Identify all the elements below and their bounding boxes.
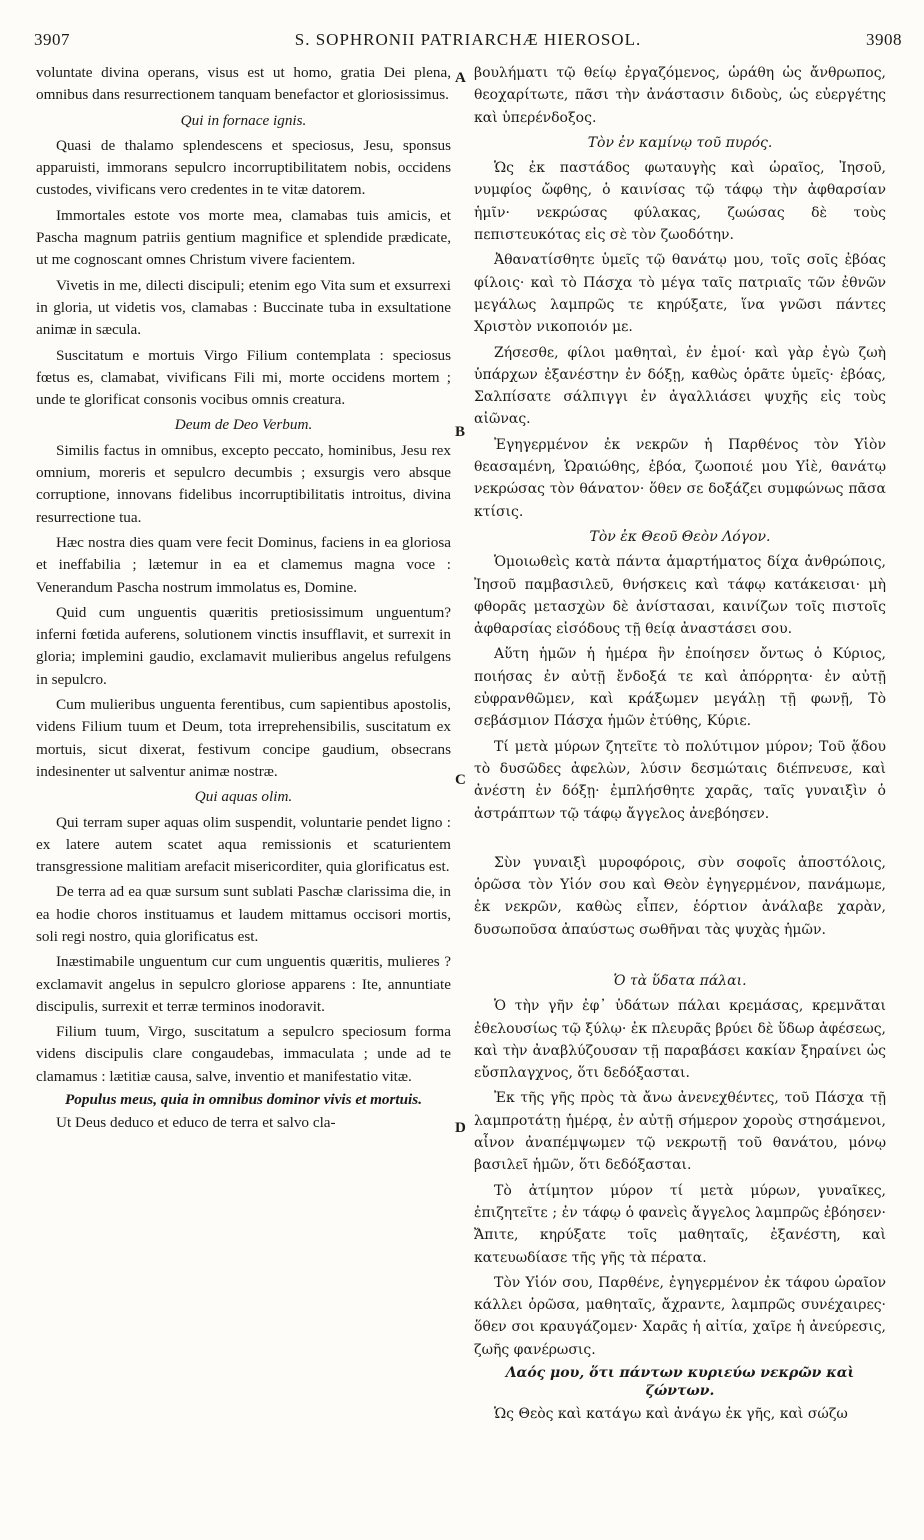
greek-paragraph: Ὁ τὴν γῆν ἐφ᾽ ὑδάτων πάλαι κρεμάσας, κρεμνᾶται ἐθελουσίως τῷ ξύλῳ· ἐκ πλευρᾶς βρύει δὲ ὕδωρ ἀφέσεως, καὶ τὴν ἀναβλύζουσαν τῇ παραβάσει κακίαν ξηραίνει ὡς εὔσπλαγχνος, ὅτι δεδόξασται.	[474, 998, 886, 1082]
margin-letter-a: A	[455, 70, 466, 86]
latin-section-heading: Deum de Deo Verbum.	[174, 416, 313, 434]
greek-paragraph: Τί μετὰ μύρων ζητεῖτε τὸ πολύτιμον μύρον; Τοῦ ᾅδου τὸ δυσῶδες ἀφελὼν, λύσιν δεσμώταις διέπνευσε, καὶ ἀνέστη ἐν δόξῃ· ἐμπλήσθητε χαρᾶς, ταῖς γυναιξὶν ὁ ἀστράπτων τῷ τάφῳ ἄγγελος ἀνεβόησεν.	[474, 738, 886, 822]
greek-section-heading: Ὁ τὰ ὕδατα πάλαι.	[613, 972, 747, 989]
latin-paragraph: De terra ad ea quæ sursum sunt sublati Paschæ clarissima die, in ea hodie choros instituamus et laudem mittamus occisori mortis, soli regi nostro, quia glorificatus est.	[36, 883, 451, 945]
latin-section-heading: Qui aquas olim.	[194, 788, 293, 806]
greek-section-heading: Λαός μου, ὅτι πάντων κυριεύω νεκρῶν καὶ ζώντων.	[505, 1365, 855, 1400]
latin-paragraph: Similis factus in omnibus, excepto peccato, hominibus, Jesu rex omnium, moreris et sepulcro decumbis ; exsurgis vero absque corruptione, innovans fidelibus incorruptibilitatis introitus, divina resurrectione tua.	[36, 441, 451, 526]
running-title: S. SOPHRONII PATRIARCHÆ HIEROSOL.	[294, 30, 642, 49]
page-number-right: 3908	[866, 30, 902, 49]
latin-paragraph: Filium tuum, Virgo, suscitatum a sepulcro speciosum forma videns discipulis clare congaudebas, immaculata ; unde ad te clamamus : lætitiæ causa, salve, inventio et manifestatio vitæ.	[36, 1023, 451, 1085]
latin-section-heading: Qui in fornace ignis.	[180, 111, 307, 129]
page-number-left: 3907	[34, 30, 70, 49]
greek-paragraph: Ὡς Θεὸς καὶ κατάγω καὶ ἀνάγω ἐκ γῆς, καὶ σώζω	[494, 1406, 848, 1423]
latin-paragraph: Quasi de thalamo splendescens et speciosus, Jesu, sponsus apparuisti, immorans sepulcro incorruptibilitatem nobis, occidens custodes, vivificans vero credentes in te vitæ datorem.	[36, 136, 451, 199]
latin-paragraph: Immortales estote vos morte mea, clamabas tuis amicis, et Pascha magnum patriis gentium magnifice et splendide prædicate, ut me cognoscant omnes Christum vivere facientem.	[36, 206, 451, 269]
latin-paragraph: Ut Deus deduco et educo de terra et salvo cla-	[56, 1114, 336, 1132]
greek-paragraph: Αὕτη ἡμῶν ἡ ἡμέρα ἣν ἐποίησεν ὄντως ὁ Κύριος, ποιήσας ἐν αὐτῇ ἔνδοξά τε καὶ ἀπόρρητα· ἐν αὐτῇ εὐφρανθῶμεν, καὶ κράξωμεν μεγάλῃ τῇ φωνῇ, Τὸ σεβάσμιον Πάσχα ἡμῶν ἐτύθης, Κύριε.	[474, 646, 886, 730]
greek-paragraph: Ἐκ τῆς γῆς πρὸς τὰ ἄνω ἀνενεχθέντες, τοῦ Πάσχα τῇ λαμπροτάτῃ ἡμέρᾳ, ἐν αὐτῇ σήμερον χοροὺς στησάμενοι, αἶνον ἀναπέμψωμεν τῷ νεκρωτῇ τοῦ θανάτου, μόνῳ βασιλεῖ ἡμῶν, ὅτι δεδόξασται.	[474, 1090, 886, 1174]
greek-section-heading: Τὸν ἐκ Θεοῦ Θεὸν Λόγον.	[589, 528, 771, 545]
greek-section-heading: Τὸν ἐν καμίνῳ τοῦ πυρός.	[587, 134, 773, 151]
latin-paragraph: Qui terram super aquas olim suspendit, voluntarie pendet ligno : ex latere autem scatet aqua remissionis et scaturientem transgressione malitiam arefacit misericorditer, quia glorificatus est.	[36, 813, 451, 876]
greek-paragraph: βουλήματι τῷ θείῳ ἐργαζόμενος, ὡράθη ὡς ἄνθρωπος, θεοχαρίτωτε, πᾶσι τὴν ἀνάστασιν διδοὺς, ὡς εὐεργέτης καὶ ὑπερένδοξος.	[474, 65, 886, 126]
latin-paragraph: voluntate divina operans, visus est ut homo, gratia Dei plena, omnibus dans resurrectionem tanquam benefactor et gloriosissimus.	[36, 64, 451, 104]
latin-section-heading: Populus meus, quia in omnibus dominor vivis et mortuis.	[65, 1091, 422, 1109]
latin-paragraph: Inæstimabile unguentum cur cum unguentis quæritis, mulieres ? exclamavit angelus in sepulcro gloriose apparens : Ite, annuntiate discipulis, surrexit et terræ terminos inodoravit.	[36, 953, 451, 1015]
latin-paragraph: Hæc nostra dies quam vere fecit Dominus, faciens in ea gloriosa et ineffabilia ; lætemur in ea et clamemus magna voce : Venerandum Pascha nostrum immolatus es, Domine.	[36, 533, 451, 596]
greek-paragraph: Τὸ ἀτίμητον μύρον τί μετὰ μύρων, γυναῖκες, ἐπιζητεῖτε ; ἐν τάφῳ ὁ φανεὶς ἄγγελος λαμπρῶς ἐβόησεν· Ἄπιτε, κηρύξατε τοῖς μαθηταῖς, ἐξανέστη, καὶ κατευωδίασε τῆς γῆς τὰ πέρατα.	[474, 1182, 886, 1266]
margin-letter-d: D	[455, 1120, 466, 1136]
margin-letter-b: B	[455, 424, 466, 440]
greek-paragraph: Ζήσεσθε, φίλοι μαθηταὶ, ἐν ἐμοί· καὶ γὰρ ἐγὼ ζωὴ ὑπάρχων ἐξανέστην ἐν δόξῃ, καθὼς ὁρᾶτε ὑμεῖς· ἐβόας, Σαλπίσατε σάλπιγγι ἐν ἀγαλλιάσει ψυχῆς εἰς τοὺς αἰῶνας.	[474, 344, 886, 428]
running-header	[34, 30, 902, 60]
latin-paragraph: Cum mulieribus unguenta ferentibus, cum sapientibus apostolis, videns Filium tuum et Deum, tota irreprehensibilis, suscitatum ex mortuis, sicut dixerat, festivum concipe gaudium, obsecrans indesinenter ut salventur animæ nostræ.	[36, 696, 451, 780]
margin-letter-c: C	[455, 772, 466, 788]
greek-paragraph: Σὺν γυναιξὶ μυροφόροις, σὺν σοφοῖς ἀποστόλοις, ὁρῶσα τὸν Υἱόν σου καὶ Θεὸν ἐγηγερμένον, πανάμωμε, ἐκ νεκρῶν, καθὼς εἶπεν, ἑόρτιον ἀνάλαβε χαρὰν, δυσωποῦσα ἀπαύστως σωθῆναι τὰς ψυχὰς ἡμῶν.	[474, 854, 886, 938]
latin-paragraph: Quid cum unguentis quæritis pretiosissimum unguentum? inferni fœtida auferens, solutionem vinctis insufflavit, et surrexit in gloria; implemini gaudio, exclamavit mulieribus angelus refulgens in sepulcro.	[36, 603, 451, 688]
spacer	[474, 828, 886, 852]
latin-column	[36, 62, 451, 1522]
greek-paragraph: Ὡς ἐκ παστάδος φωταυγὴς καὶ ὡραῖος, Ἰησοῦ, νυμφίος ὤφθης, ὁ καινίσας τῷ τάφῳ τὴν ἀφθαρσίαν ἡμῖν· νεκρώσας φύλακας, ζωώσας δὲ τοὺς πεπιστευκότας εἰς σὲ τὸν ζωοδότην.	[474, 160, 886, 244]
greek-paragraph: Ἐγηγερμένον ἐκ νεκρῶν ἡ Παρθένος τὸν Υἱὸν θεασαμένη, Ὡραιώθης, ἐβόα, ζωοποιέ μου Υἱὲ, θανάτῳ νεκρώσας τὸν θάνατον· ὅθεν σε δοξάζει συμφώνως πᾶσα κτίσις.	[474, 436, 886, 520]
latin-paragraph: Vivetis in me, dilecti discipuli; etenim ego Vita sum et exsurrexi in gloria, ut videtis vos, clamabas : Buccinate tuba in exsultatione animæ in sæcula.	[36, 276, 451, 339]
greek-paragraph: Ἀθανατίσθητε ὑμεῖς τῷ θανάτῳ μου, τοῖς σοῖς ἐβόας φίλοις· καὶ τὸ Πάσχα τὸ μέγα ταῖς πατριαῖς τῶν ἐθνῶν μεγάλως λαμπρῶς τε κηρύξατε, ἵνα γνῶσι πάντες Χριστὸν νικοποιόν με.	[474, 252, 886, 336]
greek-column	[474, 62, 886, 1522]
greek-paragraph: Ὁμοιωθεὶς κατὰ πάντα ἁμαρτήματος δίχα ἀνθρώποις, Ἰησοῦ παμβασιλεῦ, θνήσκεις καὶ τάφῳ κατάκεισαι· μὴ φθορᾶς μετασχὼν δὲ ἀνίστασαι, καινίζων τοῖς πιστοῖς ἀφθαρσίας εἰσόδους τῇ θείᾳ ἀναστάσει σου.	[474, 554, 886, 638]
spacer	[474, 944, 886, 968]
latin-paragraph: Suscitatum e mortuis Virgo Filium contemplata : speciosus fœtus es, clamabat, vivificans Fili mi, morte occidens mortem ; unde te glorificat consonis vocibus omnis creatura.	[36, 346, 451, 409]
greek-paragraph: Τὸν Υἱόν σου, Παρθένε, ἐγηγερμένον ἐκ τάφου ὡραῖον κάλλει ὁρῶσα, μαθηταῖς, ἄχραντε, λαμπρῶς συνέχαιρες· ὅθεν σοι κραυγάζομεν· Χαρᾶς ἡ αἰτία, χαῖρε ἡ ἀνεύρεσις, ζωῆς φανέρωσις.	[474, 1274, 886, 1358]
